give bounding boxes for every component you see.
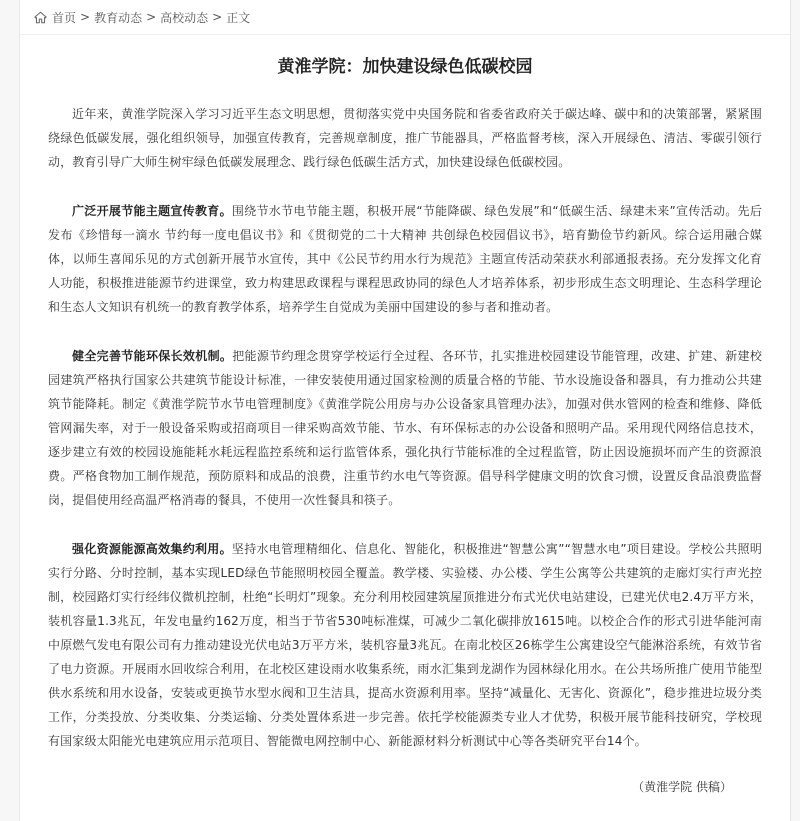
article-section-paragraph [48, 537, 762, 753]
breadcrumb-current: 正文 [226, 10, 251, 25]
breadcrumb-separator: > [212, 10, 223, 24]
article-source: （黄淮学院 供稿） [632, 780, 732, 794]
section-body: 把能源节约理念贯穿学校运行全过程、各环节，扎实推进校园建设节能管理，改建、扩建、新建校园建筑严格执行国家公共建筑节能设计标准，一律安装使用通过国家检测的质量合格的节能、节水设施设备和器具，有力推动公共建筑节能降耗。制定《黄淮学院节水节电管理制度》《黄淮学院公用房与办公设备家具管理办法》，加强对供水管网的检查和维修、降低管网漏失率，对于一般设备采购或招商项目一律采购高效节能、节水、有环保标志的办公设备和照明产品。采用现代网络信息技术，逐步建立有效的校园设施能耗水耗远程监控系统和运行监管体系，强化执行节能标准的全过程监管，防止因设施损坏而产生的资源浪费。严格食物加工制作规范，预防原料和成品的浪费，注重节约水电气等资源。倡导科学健康文明的饮食习惯，设置反食品浪费监督岗，提倡使用经高温严格消毒的餐具，不使用一次性餐具和筷子。 [48, 349, 762, 507]
breadcrumb [20, 0, 790, 35]
breadcrumb-subsection-link[interactable]: 高校动态 [160, 10, 209, 25]
article-title: 黄淮学院：加快建设绿色低碳校园 [277, 57, 533, 77]
article-section-paragraph [48, 344, 762, 512]
section-body: 坚持水电管理精细化、信息化、智能化，积极推进“智慧公寓”“智慧水电”项目建设。学校公共照明实行分路、分时控制，基本实现LED绿色节能照明校园全覆盖。教学楼、实验楼、办公楼、学生公寓等公共建筑的走廊灯实行声光控制，校园路灯实行经纬仪微机控制，杜绝“长明灯”现象。充分利用校园建筑屋顶推进分布式光伏电站建设，已建光伏电2.4万平方米，装机容量1.3兆瓦，年发电量约162万度，相当于节省530吨标准煤，可减少二氧化碳排放1615吨。以校企合作的形式引进华能河南中原燃气发电有限公司有力推动建设光伏电站3万平方米，装机容量3兆瓦。在南北校区26栋学生公寓建设空气能淋浴系统，有效节省了电力资源。开展雨水回收综合利用，在北校区建设雨水收集系统，雨水汇集到龙湖作为园林绿化用水。在公共场所推广使用节能型供水系统和用水设备，安装或更换节水型水阀和卫生洁具，提高水资源利用率。坚持“减量化、无害化、资源化”，稳步推进垃圾分类工作，分类投放、分类收集、分类运输、分类处置体系进一步完善。依托学校能源类专业人才优势，积极开展节能科技研究，学校现有国家级太阳能光电建筑应用示范项目、智能微电网控制中心、新能源材料分析测试中心等各类研究平台14个。 [48, 542, 762, 748]
article-intro-paragraph: 近年来，黄淮学院深入学习习近平生态文明思想，贯彻落实党中央国务院和省委省政府关于碳达峰、碳中和的决策部署，紧紧围绕绿色低碳发展，强化组织领导，加强宣传教育，完善规章制度，推广节能器具，严格监督考核，深入开展绿色、清洁、零碳引领行动，教育引导广大师生树牢绿色低碳发展理念、践行绿色低碳生活方式，加快建设绿色低碳校园。 [48, 107, 762, 169]
section-heading: 广泛开展节能主题宣传教育。 [72, 204, 232, 218]
article-page [19, 0, 791, 821]
breadcrumb-separator: > [146, 10, 157, 24]
breadcrumb-separator: > [80, 10, 91, 24]
section-heading: 健全完善节能环保长效机制。 [72, 349, 233, 363]
home-icon[interactable] [34, 11, 47, 24]
article-section-paragraph [48, 199, 762, 319]
breadcrumb-section-link[interactable]: 教育动态 [94, 10, 143, 25]
section-heading: 强化资源能源高效集约利用。 [72, 542, 232, 556]
section-body: 围绕节水节电节能主题，积极开展“节能降碳、绿色发展”和“低碳生活、绿建未来”宣传活动。先后发布《珍惜每一滴水 节约每一度电倡议书》和《贯彻党的二十大精神 共创绿色校园倡议书》，培育勤俭节约新风。综合运用融合媒体，以师生喜闻乐见的方式创新开展节水宣传，其中《公民节约用水行为规范》主题宣传活动荣获水利部通报表扬。充分发挥文化育人功能，积极推进能源节约进课堂，致力构建思政课程与课程思政协同的绿色人才培养体系，初步形成生态文明理论、生态科学理论和生态人文知识有机统一的教育教学体系，培养学生自觉成为美丽中国建设的参与者和推动者。 [48, 204, 762, 314]
breadcrumb-home-link[interactable]: 首页 [52, 10, 77, 25]
article-body [20, 80, 790, 795]
